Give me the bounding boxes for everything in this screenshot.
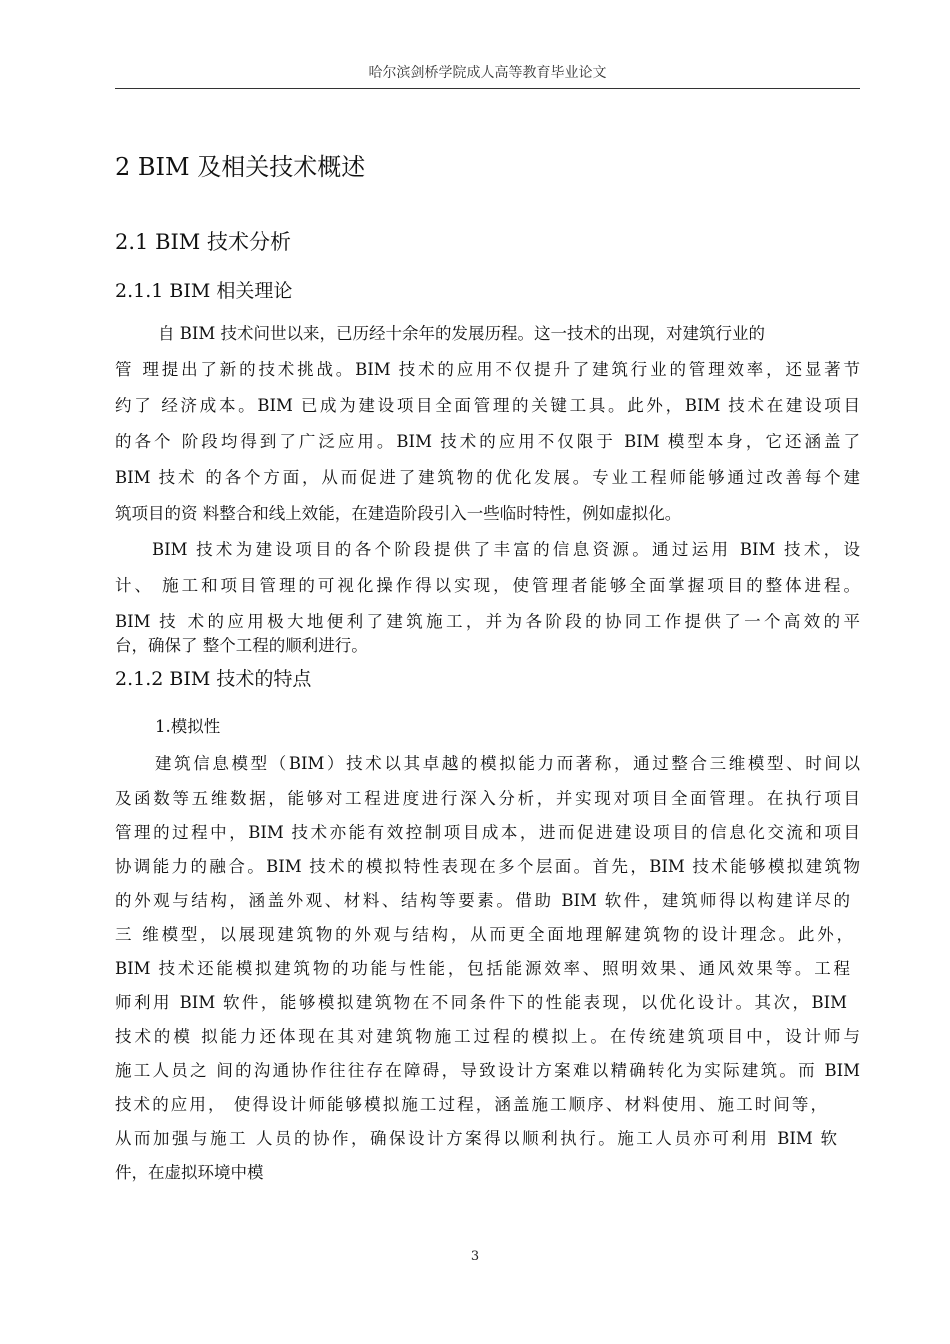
paragraph-line: BIM 技术为建设项目的各个阶段提供了丰富的信息资源。通过运用 BIM 技术，设 <box>152 540 860 559</box>
paragraph-line: 自 BIM 技术问世以来，已历经十余年的发展历程。这一技术的出现，对建筑行业的 <box>158 324 766 343</box>
list-item-label: 1.模拟性 <box>155 717 221 736</box>
section-title: 2.1 BIM 技术分析 <box>115 230 291 254</box>
paragraph-line: 从而加强与施工 人员的协作，确保设计方案得以顺利执行。施工人员亦可利用 BIM 软 <box>115 1129 837 1148</box>
subsection-title-2-1-2: 2.1.2 BIM 技术的特点 <box>115 668 312 690</box>
paragraph-line: BIM 技术 的各个方面，从而促进了建筑物的优化发展。专业工程师能够通过改善每个建 <box>115 468 860 487</box>
paragraph-line: 的各个 阶段均得到了广泛应用。BIM 技术的应用不仅限于 BIM 模型本身，它还涵盖了 <box>115 432 860 451</box>
subsection-title-2-1-1: 2.1.1 BIM 相关理论 <box>115 280 293 302</box>
paragraph-line: 计、 施工和项目管理的可视化操作得以实现，使管理者能够全面掌握项目的整体进程。 <box>115 576 860 595</box>
paragraph-line: 台，确保了 整个工程的顺利进行。 <box>115 636 368 655</box>
paragraph-line: 筑项目的资 料整合和线上效能，在建造阶段引入一些临时特性，例如虚拟化。 <box>115 504 682 523</box>
paragraph-line: 管理的过程中，BIM 技术亦能有效控制项目成本，进而促进建设项目的信息化交流和项目 <box>115 823 860 842</box>
paragraph-line: 约了 经济成本。BIM 已成为建设项目全面管理的关键工具。此外，BIM 技术在建设项目 <box>115 396 860 415</box>
chapter-title: 2 BIM 及相关技术概述 <box>115 153 366 181</box>
paragraph-line: 建筑信息模型（BIM）技术以其卓越的模拟能力而著称，通过整合三维模型、时间以 <box>155 754 860 773</box>
paragraph-line: 及函数等五维数据，能够对工程进度进行深入分析，并实现对项目全面管理。在执行项目 <box>115 789 860 808</box>
paragraph-line: 技术的应用， 使得设计师能够模拟施工过程，涵盖施工顺序、材料使用、施工时间等， <box>115 1095 827 1114</box>
header-divider <box>115 88 860 89</box>
header-title: 哈尔滨剑桥学院成人高等教育毕业论文 <box>368 65 607 81</box>
paragraph-line: 师利用 BIM 软件，能够模拟建筑物在不同条件下的性能表现，以优化设计。其次，BIM <box>115 993 847 1012</box>
page-number: 3 <box>470 1249 480 1264</box>
paragraph-line: BIM 技术还能模拟建筑物的功能与性能，包括能源效率、照明效果、通风效果等。工程 <box>115 959 850 978</box>
paragraph-line: 施工人员之 间的沟通协作往往存在障碍，导致设计方案难以精确转化为实际建筑。而 BIM <box>115 1061 860 1080</box>
paragraph-line: 管 理提出了新的技术挑战。BIM 技术的应用不仅提升了建筑行业的管理效率，还显著节 <box>115 360 860 379</box>
paragraph-line: 三 维模型，以展现建筑物的外观与结构，从而更全面地理解建筑物的设计理念。此外， <box>115 925 853 944</box>
paragraph-line: 协调能力的融合。BIM 技术的模拟特性表现在多个层面。首先，BIM 技术能够模拟建筑物 <box>115 857 860 876</box>
paragraph-line: 件，在虚拟环境中模 <box>115 1163 264 1182</box>
paragraph-line: BIM 技 术的应用极大地便利了建筑施工，并为各阶段的协同工作提供了一个高效的平 <box>115 612 860 631</box>
paragraph-line: 技术的模 拟能力还体现在其对建筑物施工过程的模拟上。在传统建筑项目中，设计师与 <box>115 1027 860 1046</box>
paragraph-line: 的外观与结构，涵盖外观、材料、结构等要素。借助 BIM 软件，建筑师得以构建详尽的 <box>115 891 850 910</box>
